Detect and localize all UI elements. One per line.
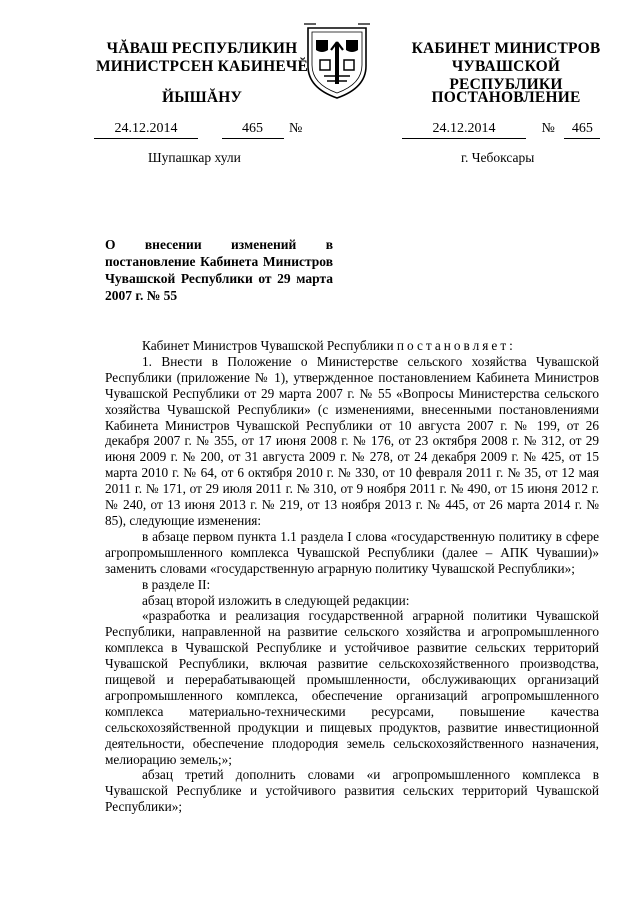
intro-verb: постановляет: bbox=[396, 338, 516, 353]
body-paragraph-3: в разделе II: bbox=[142, 576, 211, 592]
document-type-chuvash: ЙЫШĂНУ bbox=[161, 89, 243, 106]
doc-number-right: 465 bbox=[564, 120, 600, 139]
number-sign-right: № bbox=[541, 121, 555, 136]
number-sign-left: № bbox=[289, 121, 303, 136]
ministry-name-russian bbox=[396, 40, 616, 94]
doc-number-left: 465 bbox=[222, 120, 284, 139]
document-body bbox=[105, 338, 599, 815]
body-intro bbox=[105, 338, 599, 354]
chuvash-coat-of-arms-icon bbox=[302, 20, 372, 100]
ministry-name-chuvash-line1: ЧĂВАШ РЕСПУБЛИКИН bbox=[106, 40, 298, 57]
city-chuvash: Шупашкар хули bbox=[148, 150, 241, 165]
body-paragraph-4: абзац второй изложить в следующей редакции: bbox=[142, 592, 410, 608]
registration-right bbox=[402, 120, 600, 138]
ministry-name-chuvash bbox=[82, 40, 322, 76]
body-paragraph-5: «разработка и реализация государственной аграрной политики Чувашской Республики, направленной на развитие сельского хозяйства и агропромышленного комплекса в Чувашской Республике и устойчивое развитие сельских территорий Чувашской Республики, включая развитие сельскохозяйственного производства, пищевой и перерабатывающей промышленности, обслуживающих организаций агропромышленного комплекса, обеспечение организаций агропромышленного комплекса материально-техническими ресурсами, повышение качества сельскохозяйственной продукции и пищевых продуктов, развитие инвестиционной деятельности, обеспечение плодородия земель сельскохозяйственного назначения, мелиорацию земель;»; bbox=[105, 608, 599, 767]
document-title: О внесении изменений в постановление Кабинета Министров Чувашской Республики от 29 марта 2007 г. № 55 bbox=[105, 237, 333, 303]
body-paragraph-2: в абзаце первом пункта 1.1 раздела I слова «государственную политику в сфере агропромышленного комплекса Чувашской Республики (далее – АПК Чувашии)» заменить словами «государственную аграрную политику Чувашской Республики»; bbox=[105, 528, 599, 576]
ministry-name-russian-line1: КАБИНЕТ МИНИСТРОВ bbox=[411, 40, 601, 57]
doc-date-left: 24.12.2014 bbox=[94, 120, 198, 139]
intro-prefix: Кабинет Министров Чувашской Республики bbox=[142, 338, 397, 353]
city-russian: г. Чебоксары bbox=[461, 150, 535, 165]
ministry-name-russian-line2: ЧУВАШСКОЙ РЕСПУБЛИКИ bbox=[449, 58, 563, 93]
registration-left bbox=[94, 120, 302, 138]
document-type-russian: ПОСТАНОВЛЕНИЕ bbox=[431, 89, 581, 106]
body-paragraph-1: 1. Внести в Положение о Министерстве сельского хозяйства Чувашской Республики (приложение № 1), утвержденное постановлением Кабинета Министров Чувашской Республики от 29 марта 2007 г. № 55 «Вопросы Министерства сельского хозяйства Чувашской Республики» (с изменениями, внесенными постановлениями Кабинета Министров Чувашской Республики от 10 августа 2007 г. № 199, от 26 декабря 2007 г. № 355, от 17 июня 2008 г. № 176, от 23 октября 2008 г. № 312, от 29 июня 2009 г. № 200, от 31 августа 2009 г. № 278, от 24 декабря 2009 г. № 425, от 15 марта 2010 г. № 64, от 6 октября 2010 г. № 330, от 10 февраля 2011 г. № 35, от 12 мая 2011 г. № 171, от 29 июля 2011 г. № 310, от 9 ноября 2011 г. № 490, от 15 июня 2012 г. № 240, от 13 июня 2013 г. № 219, от 13 ноября 2013 г. № 445, от 26 марта 2014 г. № 85), следующие изменения: bbox=[105, 353, 599, 528]
doc-date-right: 24.12.2014 bbox=[402, 120, 526, 139]
body-paragraph-6: абзац третий дополнить словами «и агропромышленного комплекса в Чувашской Республике и устойчивого развития сельских территорий Чувашской Республики»; bbox=[105, 767, 599, 815]
ministry-name-chuvash-line2: МИНИСТРСЕН КАБИНЕЧĔ bbox=[95, 58, 309, 75]
